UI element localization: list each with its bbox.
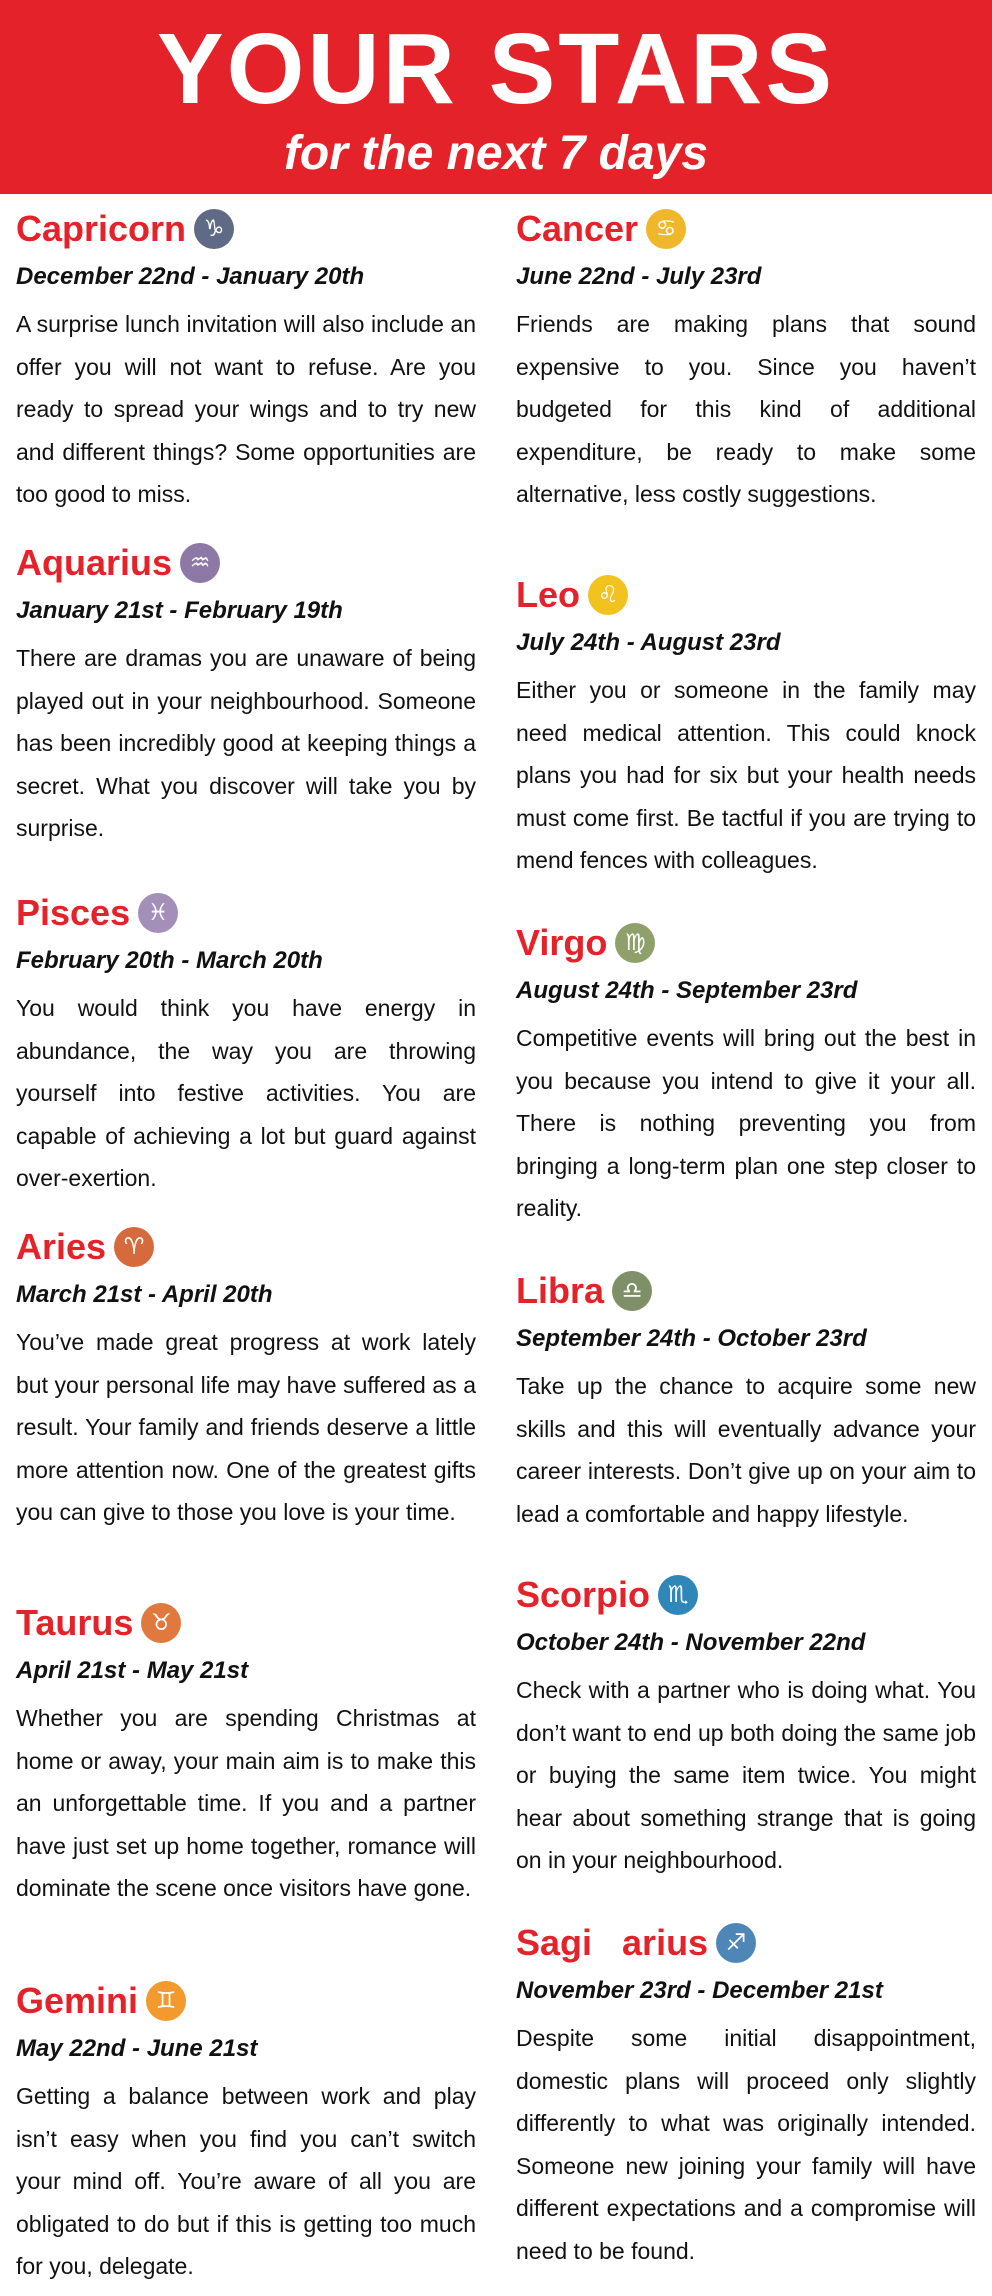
sign-dates: April 21st - May 21st: [16, 1657, 249, 1684]
page-subtitle: for the next 7 days: [283, 127, 709, 180]
sign-name: Aquarius: [16, 542, 173, 583]
sign-horoscope-text: Either you or someone in the family may need medical attention. This could knock plans you had for six but your health needs must come first. Be tactful if you are trying to mend fences with colleagues.: [516, 677, 976, 873]
gemini-icon: ♊: [146, 1981, 186, 2021]
sign-capricorn: [16, 204, 476, 516]
header-banner: [0, 0, 992, 194]
sign-aries: [16, 1222, 476, 1534]
sign-dates: January 21st - February 19th: [16, 597, 343, 624]
sign-name: Gemini: [16, 1980, 139, 2021]
sign-sagittarius: [516, 1918, 976, 2272]
capricorn-icon: ♑: [194, 209, 234, 249]
sign-name: Sagi arius: [516, 1922, 709, 1963]
sign-name: Pisces: [16, 892, 131, 933]
sign-dates: June 22nd - July 23rd: [516, 263, 762, 290]
sign-horoscope-text: Despite some initial disappointment, domestic plans will proceed only slightly differently to what was originally intended. Someone new joining your family will have different expectations and a compromise will need to be found.: [516, 2025, 976, 2264]
sign-name: Leo: [516, 574, 581, 615]
aquarius-icon: ♒: [180, 543, 220, 583]
sign-name: Capricorn: [16, 208, 187, 249]
sign-name: Virgo: [516, 922, 608, 963]
sign-name: Cancer: [516, 208, 639, 249]
sign-dates: September 24th - October 23rd: [516, 1325, 867, 1352]
sign-leo: [516, 570, 976, 882]
sign-dates: May 22nd - June 21st: [16, 2035, 258, 2062]
leo-icon: ♌: [588, 575, 628, 615]
sign-horoscope-text: You’ve made great progress at work lately but your personal life may have suffered as a result. Your family and friends deserve a little more attention now. One of the greatest gifts you can give to those you love is your time.: [16, 1329, 476, 1525]
pisces-icon: ♓: [138, 893, 178, 933]
sign-horoscope-text: A surprise lunch invitation will also include an offer you will not want to refuse. Are you ready to spread your wings and to try new and different things? Some opportunities are too good to miss.: [16, 311, 476, 507]
sign-horoscope-text: Check with a partner who is doing what. You don’t want to end up both doing the same job or buying the same item twice. You might hear about something strange that is going on in your neighbourhood.: [516, 1677, 976, 1873]
sign-pisces: [16, 888, 476, 1200]
taurus-icon: ♉: [141, 1603, 181, 1643]
sign-horoscope-text: Take up the chance to acquire some new skills and this will eventually advance your career interests. Don’t give up on your aim to lead a comfortable and happy lifestyle.: [516, 1373, 976, 1527]
sign-name: Scorpio: [516, 1574, 651, 1615]
sign-dates: November 23rd - December 21st: [516, 1977, 883, 2004]
sign-libra: [516, 1266, 976, 1535]
sign-dates: February 20th - March 20th: [16, 947, 323, 974]
cancer-icon: ♋: [646, 209, 686, 249]
sign-name: Aries: [16, 1226, 107, 1267]
scorpio-icon: ♏: [658, 1575, 698, 1615]
sign-horoscope-text: Getting a balance between work and play isn’t easy when you find you can’t switch your mind off. You’re aware of all you are obligated to do but if this is getting too much for you, delegate.: [16, 2083, 476, 2279]
sign-taurus: [16, 1598, 476, 1910]
sign-horoscope-text: There are dramas you are unaware of being played out in your neighbourhood. Someone has been incredibly good at keeping things a secret. What you discover will take you by surprise.: [16, 645, 476, 841]
sign-horoscope-text: You would think you have energy in abundance, the way you are throwing yourself into festive activities. You are capable of achieving a lot but guard against over-exertion.: [16, 995, 476, 1191]
libra-icon: ♎: [612, 1271, 652, 1311]
sign-aquarius: [16, 538, 476, 850]
sign-dates: October 24th - November 22nd: [516, 1629, 866, 1656]
sign-dates: March 21st - April 20th: [16, 1281, 273, 1308]
sign-scorpio: [516, 1570, 976, 1882]
page-title: YOUR STARS: [156, 13, 836, 125]
sign-dates: December 22nd - January 20th: [16, 263, 365, 290]
sign-cancer: [516, 204, 976, 516]
sign-horoscope-text: Whether you are spending Christmas at home or away, your main aim is to make this an unforgettable time. If you and a partner have just set up home together, romance will dominate the scene once visitors have gone.: [16, 1705, 476, 1901]
sign-horoscope-text: Friends are making plans that sound expensive to you. Since you haven’t budgeted for this kind of additional expenditure, be ready to make some alternative, less costly suggestions.: [516, 311, 976, 507]
sign-name: Taurus: [16, 1602, 134, 1643]
sign-name: Libra: [516, 1270, 605, 1311]
sign-dates: August 24th - September 23rd: [516, 977, 858, 1004]
sign-dates: July 24th - August 23rd: [516, 629, 781, 656]
sign-virgo: [516, 918, 976, 1230]
virgo-icon: ♍: [615, 923, 655, 963]
aries-icon: ♈: [114, 1227, 154, 1267]
sagittarius-icon: ♐: [716, 1923, 756, 1963]
sign-horoscope-text: Competitive events will bring out the best in you because you intend to give it your all. There is nothing preventing you from bringing a long-term plan one step closer to reality.: [516, 1025, 976, 1221]
sign-gemini: [16, 1976, 476, 2288]
